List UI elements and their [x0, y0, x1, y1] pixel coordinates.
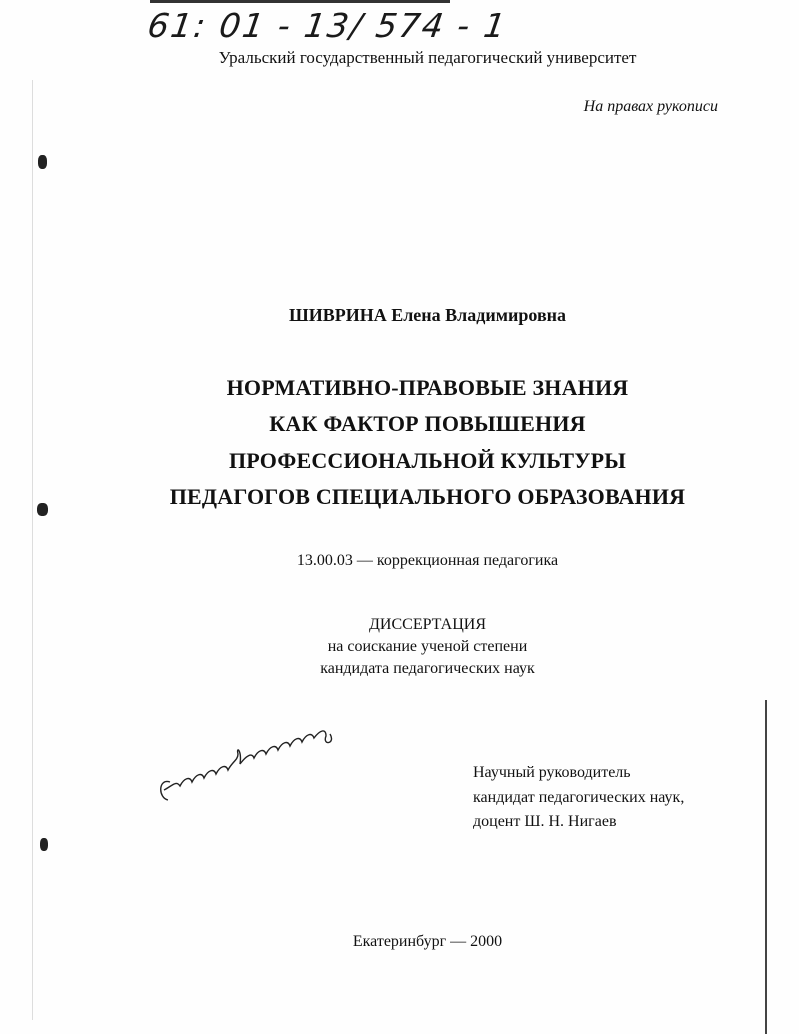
manuscript-rights: На правах рукописи [583, 98, 718, 115]
author-name: ШИВРИНА Елена Владимировна [288, 305, 567, 325]
work-type [0, 614, 799, 680]
university-name: Уральский государственный педагогический университет [218, 48, 637, 67]
supervisor-label: Научный руководитель [473, 764, 631, 781]
title-line: НОРМАТИВНО-ПРАВОВЫЕ ЗНАНИЯ [226, 375, 629, 400]
scan-blot [38, 155, 47, 169]
scan-blot [40, 838, 48, 851]
supervisor-name: доцент Ш. Н. Нигаев [473, 813, 617, 830]
work-type-line: на соискание ученой степени [327, 638, 528, 655]
archive-number: 61: 01 - 13/ 574 - 1 [145, 6, 510, 45]
signature [150, 720, 350, 810]
city-year: Екатеринбург — 2000 [352, 933, 503, 950]
work-type-line: кандидата педагогических наук [320, 660, 535, 677]
scan-right-border [765, 700, 767, 1034]
work-type-label: ДИССЕРТАЦИЯ [369, 616, 486, 633]
scan-edge-mark [150, 0, 450, 3]
title-line: КАК ФАКТОР ПОВЫШЕНИЯ [269, 411, 586, 436]
title-line: ПРОФЕССИОНАЛЬНОЙ КУЛЬТУРЫ [228, 448, 627, 473]
specialty: 13.00.03 — коррекционная педагогика [296, 552, 559, 569]
title-line: ПЕДАГОГОВ СПЕЦИАЛЬНОГО ОБРАЗОВАНИЯ [169, 484, 686, 509]
supervisor-block [473, 761, 684, 835]
supervisor-degree: кандидат педагогических наук, [473, 788, 685, 806]
scan-left-border [32, 80, 33, 1020]
